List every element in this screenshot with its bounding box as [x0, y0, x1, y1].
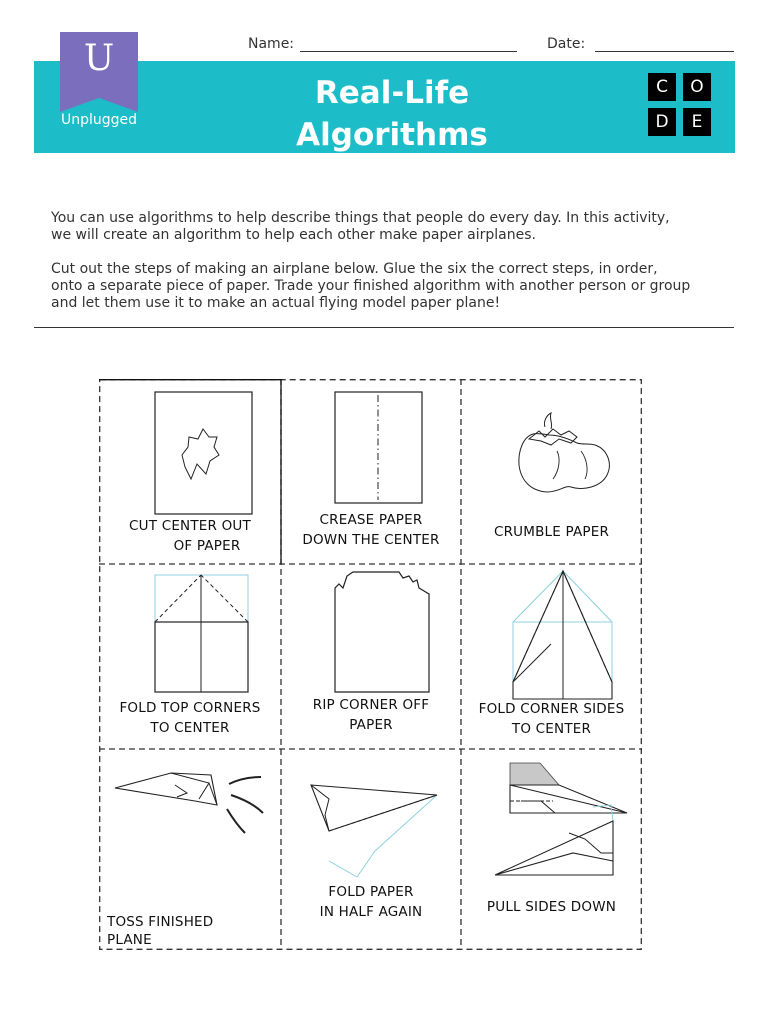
name-date-row — [248, 36, 738, 56]
step-card-toss-plane[interactable] — [99, 749, 281, 950]
name-field[interactable] — [300, 51, 517, 52]
step-card-cut-center[interactable] — [99, 379, 281, 564]
logo-letter-d: D — [648, 108, 676, 136]
step-card-crumble-paper[interactable] — [461, 379, 642, 564]
intro-paragraph-2: Cut out the steps of making an airplane below. Glue the six the correct steps, in order, onto a separate piece of paper. Trade your finished algorithm with another person or group and let them use it to make an actual flying model paper plane! — [51, 261, 691, 311]
page-title — [242, 72, 542, 156]
logo-letter-c: C — [648, 73, 676, 101]
cutout-grid — [99, 379, 642, 950]
step-caption: FOLD PAPER IN HALF AGAIN — [319, 884, 423, 920]
name-label: Name: — [248, 36, 295, 52]
code-logo — [648, 73, 712, 137]
step-card-fold-half-again[interactable] — [281, 749, 461, 950]
step-caption: FOLD TOP CORNERS TO CENTER — [119, 700, 261, 736]
badge-letter: U — [83, 38, 115, 79]
date-label: Date: — [547, 36, 586, 52]
step-caption: TOSS FINISHED PLANE — [107, 914, 214, 948]
step-card-rip-corner[interactable] — [281, 564, 461, 749]
step-card-fold-corner-sides[interactable] — [461, 564, 642, 749]
date-field[interactable] — [595, 51, 734, 52]
badge-label: Unplugged — [60, 112, 138, 128]
plane-sides-icon — [461, 749, 642, 950]
step-card-crease-paper[interactable] — [281, 379, 461, 564]
intro-paragraph-1: You can use algorithms to help describe things that people do every day. In this activity, we will create an algorithm to help each other make paper airplanes. — [51, 210, 670, 243]
step-caption: RIP CORNER OFF PAPER — [312, 697, 430, 733]
divider — [34, 327, 734, 328]
step-card-pull-sides-down[interactable] — [461, 749, 642, 950]
step-card-fold-top-corners[interactable] — [99, 564, 281, 749]
logo-letter-e: E — [683, 108, 711, 136]
title-line-2: Algorithms — [296, 117, 488, 153]
step-caption: FOLD CORNER SIDES TO CENTER — [478, 701, 625, 737]
logo-letter-o: O — [683, 73, 711, 101]
step-caption: CREASE PAPER DOWN THE CENTER — [302, 512, 440, 548]
step-caption: CUT CENTER OUT OF PAPER — [129, 518, 251, 554]
step-caption: CRUMBLE PAPER — [493, 524, 610, 540]
step-caption: PULL SIDES DOWN — [486, 899, 617, 915]
title-line-1: Real-Life — [314, 75, 470, 111]
